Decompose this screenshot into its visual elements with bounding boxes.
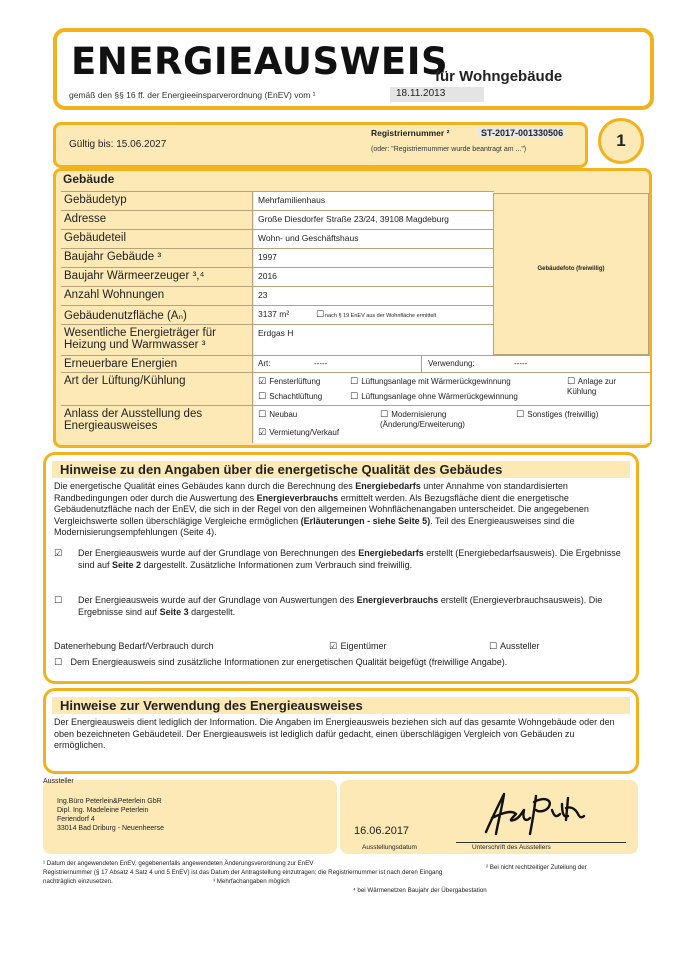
footnote: ¹ Datum der angewendeten EnEV, gegebenenfalls angewendeten Änderungsverordnung zur EnEV: [43, 860, 314, 867]
table-row: [61, 267, 494, 286]
building-section-title: Gebäude: [63, 172, 115, 186]
row-value: [254, 306, 494, 324]
table-row: [61, 324, 494, 355]
issue-date-label: Ausstellungsdatum: [362, 844, 417, 851]
checkbox-empty-icon[interactable]: ☐: [258, 409, 267, 419]
option-label: Sonstiges (freiwillig): [527, 410, 599, 419]
validity-box: [53, 122, 588, 168]
table-row: [61, 191, 494, 210]
text: ermittelt werden. Als Bezugsfläche dient die energetische Gebäudenutzfläche nach der EnEV, die sich in der Regel von den allgemeinen Wohnflächenangaben unterscheidet. Die angegebenen Vergleichswerte sollen überschlägige Vergleiche ermöglichen: [54, 492, 589, 526]
text-bold: Seite 2: [112, 559, 142, 570]
ventilation-options: [254, 373, 650, 405]
row-label: Gebäudeteil: [61, 230, 253, 248]
text-bold: (Erläuterungen - siehe Seite 5): [300, 515, 431, 526]
notes-usage-text: Der Energieausweis dient lediglich der Information. Die Angaben im Energieausweis beziehen sich auf das gesamte Wohngebäude oder den oben bezeichneten Gebäudeteil. Der Energieausweis ist lediglich dafür gedacht, einen überschlägigen Vergleich von Gebäuden zu ermöglichen.: [54, 717, 615, 751]
photo-label: Gebäudefoto (freiwillig): [537, 266, 605, 272]
text: erstellt (Energieverbrauchsausweis). Die Ergebnisse sind auf: [78, 595, 603, 617]
row-value: 2016: [254, 268, 494, 286]
demand-paragraph: [78, 548, 630, 571]
law-reference: gemäß den §§ 16 ff. der Energieeinsparverordnung (EnEV) vom ¹: [69, 90, 316, 100]
building-photo-placeholder: [493, 193, 649, 355]
checkbox-empty-icon[interactable]: ☐: [350, 376, 359, 386]
issuer-label: Aussteller: [43, 778, 74, 785]
option-modernisation[interactable]: [380, 409, 510, 430]
checkbox-empty-icon[interactable]: ☐: [350, 391, 359, 401]
text-bold: Energieverbrauchs: [356, 595, 439, 605]
renewable-use-value: -----: [514, 359, 528, 368]
signature-box: [340, 780, 638, 854]
checkbox-empty-icon[interactable]: ☐: [489, 641, 498, 651]
option-label: Lüftungsanlage ohne Wärmerückgewinnung: [361, 392, 518, 401]
notes-quality-title: Hinweise zu den Angaben über die energetische Qualität des Gebäudes: [60, 462, 503, 477]
consumption-paragraph: [78, 595, 630, 618]
header-box: [53, 28, 654, 110]
table-row: [61, 305, 494, 324]
row-value: 1997: [254, 249, 494, 267]
option-cooling[interactable]: [567, 376, 647, 397]
notes-usage-header: [52, 697, 630, 714]
footnote: nachträglich einzusetzen.: [43, 878, 113, 885]
row-label: Erneuerbare Energien: [61, 356, 253, 372]
table-row: [61, 229, 494, 248]
checkbox-empty-icon[interactable]: ☐: [380, 409, 389, 419]
registration-note: (oder: "Registriernummer wurde beantragt am ..."): [371, 146, 527, 153]
option-label: Modernisierung (Änderung/Erweiterung): [380, 410, 465, 429]
row-value: Mehrfamilienhaus: [254, 192, 494, 210]
option-no-heat-recovery[interactable]: [350, 391, 518, 402]
footnote: ³ Mehrfachangaben möglich: [213, 878, 290, 885]
row-label: Anlass der Ausstellung des Energieausweises: [61, 406, 253, 443]
checkbox-empty-icon[interactable]: ☐: [258, 391, 267, 401]
row-value: 23: [254, 287, 494, 305]
row-label: Adresse: [61, 211, 253, 229]
row-value: Wohn- und Geschäftshaus: [254, 230, 494, 248]
text: unter Annahme von standardisierten Randbedingungen oder durch die Auswertung des: [54, 481, 568, 503]
row-label: Baujahr Gebäude ³: [61, 249, 253, 267]
registration-number: ST-2017-001330506: [478, 128, 566, 138]
option-owner[interactable]: [329, 641, 387, 652]
issuer-line: Feriendorf 4: [57, 816, 95, 823]
renewable-use-label: Verwendung:: [428, 359, 475, 368]
renewable-art-label: Art:: [258, 359, 271, 368]
checkbox-empty-icon[interactable]: ☐: [54, 595, 63, 605]
enev-note: [316, 309, 436, 320]
notes-usage-title: Hinweise zur Verwendung des Energieausweises: [60, 698, 363, 713]
text-bold: Energiebedarfs: [355, 481, 421, 491]
table-row: [61, 286, 494, 305]
enev-note-text: nach § 19 EnEV aus der Wohnfläche ermittelt: [325, 313, 437, 319]
data-collection-label: Datenerhebung Bedarf/Verbrauch durch: [54, 641, 214, 651]
option-label: Dem Energieausweis sind zusätzliche Informationen zur energetischen Qualität beigefügt (freiwillige Angabe).: [70, 657, 508, 667]
registration-label: Registriernummer ²: [371, 128, 450, 138]
signature-line: [456, 842, 626, 843]
building-section: [53, 168, 652, 448]
table-row: [61, 210, 494, 229]
signature-label: Unterschrift des Ausstellers: [472, 844, 551, 851]
notes-quality-paragraph: [54, 481, 628, 539]
checkbox-empty-icon[interactable]: ☐: [54, 657, 63, 667]
notes-usage-section: [43, 688, 639, 774]
option-other[interactable]: [516, 409, 598, 420]
occasion-options: [254, 406, 650, 443]
checkbox-empty-icon[interactable]: ☐: [567, 376, 576, 386]
row-value: Erdgas H: [254, 325, 494, 355]
row-label: Art der Lüftung/Kühlung: [61, 373, 253, 405]
option-label: Aussteller: [500, 641, 540, 651]
renewable-values: [254, 356, 650, 372]
notes-quality-header: [52, 461, 630, 478]
checkbox-checked-icon[interactable]: ☑: [54, 548, 63, 558]
renewable-art-value: -----: [314, 359, 328, 368]
divider: [421, 356, 422, 372]
ventilation-row: [61, 372, 650, 405]
option-new-building[interactable]: [258, 409, 297, 420]
issuer-box: [43, 780, 337, 854]
renewable-row: [61, 355, 650, 372]
option-label: Eigentümer: [340, 641, 387, 651]
option-label: Lüftungsanlage mit Wärmerückgewinnung: [361, 377, 511, 386]
issuer-line: 33014 Bad Driburg - Neuenheerse: [57, 825, 165, 832]
floor-area-value: 3137 m²: [258, 309, 290, 319]
footnote: ⁴ bei Wärmenetzen Baujahr der Übergabestation: [353, 887, 487, 894]
text: Der Energieausweis wurde auf der Grundlage von Auswertungen des: [78, 595, 357, 605]
valid-until: Gültig bis: 15.06.2027: [69, 139, 167, 150]
text: Die energetische Qualität eines Gebäudes kann durch die Berechnung des: [54, 481, 356, 491]
issuer-line: Dipl. Ing. Madeleine Peterlein: [57, 807, 149, 814]
text-bold: Seite 3: [159, 606, 189, 617]
option-label: Vermietung/Verkauf: [269, 428, 340, 437]
text: dargestellt.: [188, 606, 236, 617]
page-number-badge: 1: [598, 118, 644, 164]
text-bold: Energiebedarfs: [358, 548, 424, 558]
issuer-line: Ing.Büro Peterlein&Peterlein GbR: [57, 798, 162, 805]
text: Der Energieausweis wurde auf der Grundlage von Berechnungen des: [78, 548, 359, 558]
row-label: Anzahl Wohnungen: [61, 287, 253, 305]
document-title: ENERGIEAUSWEIS: [71, 40, 449, 83]
option-label: Schachtlüftung: [269, 392, 323, 401]
option-rental-sale[interactable]: [258, 427, 339, 438]
option-extra-info[interactable]: [54, 657, 507, 668]
row-value: Große Diesdorfer Straße 23/24, 39108 Magdeburg: [254, 211, 494, 229]
row-label: Baujahr Wärmeerzeuger ³,⁴: [61, 268, 253, 286]
option-issuer[interactable]: [489, 641, 540, 652]
issue-date: 16.06.2017: [354, 825, 410, 837]
option-shaft[interactable]: [258, 391, 322, 402]
checkbox-empty-icon[interactable]: ☐: [316, 309, 325, 319]
option-heat-recovery[interactable]: [350, 376, 511, 387]
text: erstellt (Energiebedarfsausweis). Die Ergebnisse sind auf: [78, 548, 621, 570]
text: . Teil des Energieausweises sind die Modernisierungsempfehlungen (Seite 4).: [54, 515, 575, 538]
option-window[interactable]: [258, 376, 320, 387]
text-bold: Energieverbrauchs: [256, 492, 339, 503]
option-label: Fensterlüftung: [269, 377, 321, 386]
row-label: Gebäudetyp: [61, 192, 253, 210]
checkbox-checked-icon[interactable]: ☑: [329, 641, 338, 651]
document-subtitle: für Wohngebäude: [435, 68, 563, 85]
checkbox-empty-icon[interactable]: ☐: [516, 409, 525, 419]
notes-quality-section: [43, 452, 639, 684]
option-label: Neubau: [269, 410, 298, 419]
table-row: [61, 248, 494, 267]
checkbox-checked-icon[interactable]: ☑: [258, 376, 267, 386]
checkbox-checked-icon[interactable]: ☑: [258, 427, 267, 437]
law-date: 18.11.2013: [390, 87, 484, 102]
signature-image: [478, 788, 588, 840]
footnote: ² Bei nicht rechtzeitiger Zuteilung der: [486, 864, 587, 871]
row-label: Wesentliche Energieträger für Heizung und Warmwasser ³: [61, 325, 253, 355]
row-label: Gebäudenutzfläche (Aₙ): [61, 306, 253, 324]
footnote: Registriernummer (§ 17 Absatz 4 Satz 4 und 5 EnEV) ist das Datum der Antragstellung einzutragen; die Registriernummer ist nach deren Eingang: [43, 869, 443, 876]
occasion-row: [61, 405, 650, 443]
text: dargestellt. Zusätzliche Informationen zum Verbrauch sind freiwillig.: [141, 559, 413, 570]
option-label: Anlage zur Kühlung: [567, 377, 617, 396]
